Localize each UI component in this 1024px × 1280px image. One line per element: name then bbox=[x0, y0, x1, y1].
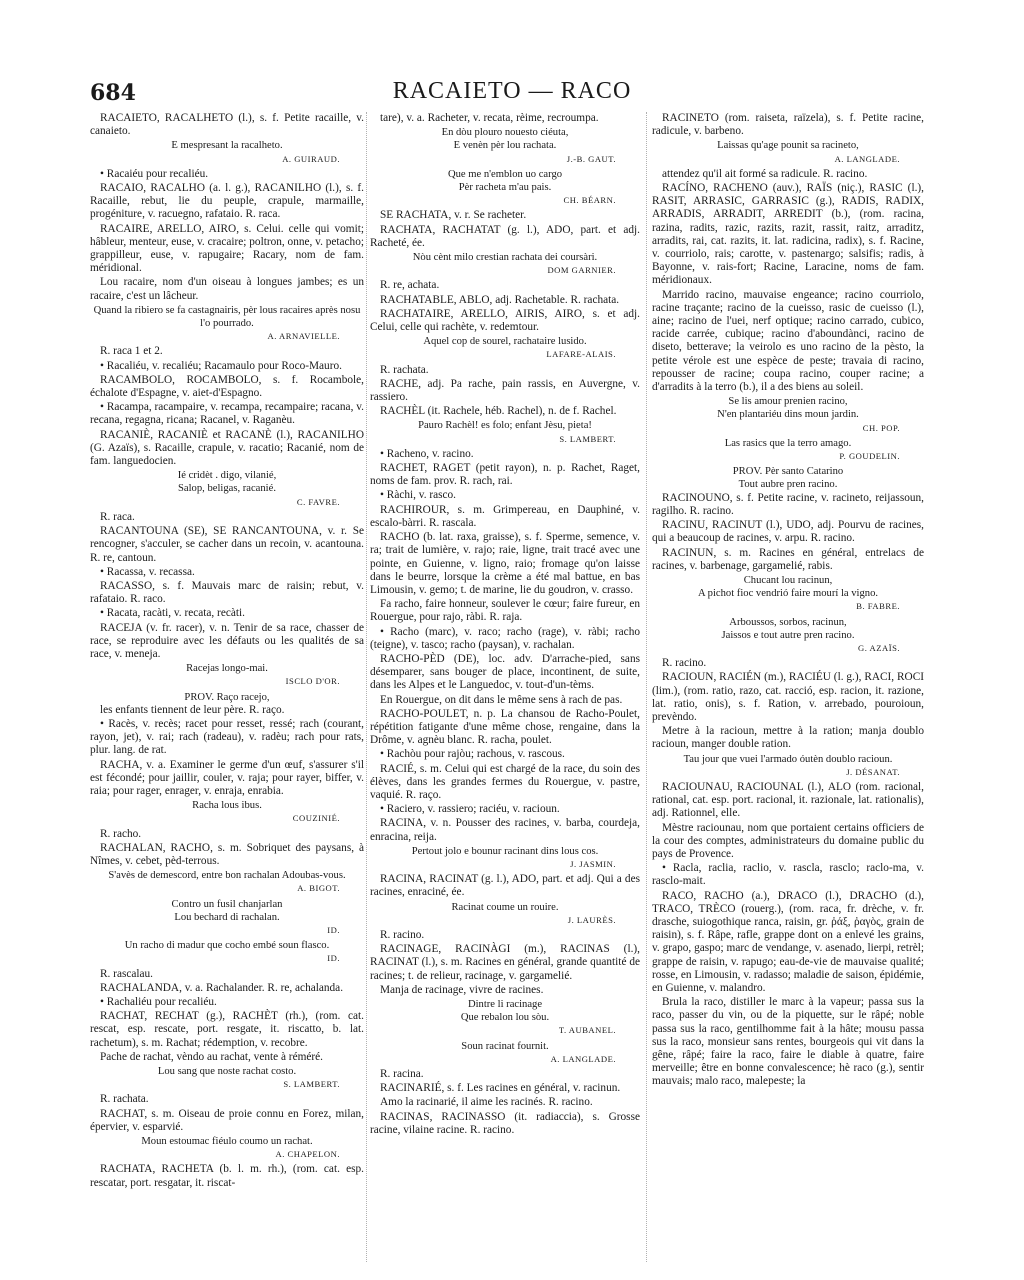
dictionary-entry: RACHÈL (it. Rachele, héb. Rachel), n. de f. Rachel. bbox=[380, 405, 617, 418]
dictionary-entry: R. rachata. bbox=[100, 1093, 149, 1106]
dictionary-entry: • Raciero, v. rassiero; raciéu, v. racioun. bbox=[380, 803, 560, 816]
dictionary-entry: RACIOUNAU, RACIOUNAL (l.), ALO (rom. racional, rational, cat. esp. port. racional, it. razionale, lat. rationalis), adj. Rationnel, elle. bbox=[652, 780, 924, 820]
dictionary-entry: Manja de racinage, vivre de racines. bbox=[380, 983, 544, 996]
dictionary-entry: RACHO-PÈD (DE), loc. adv. D'arrache-pied, sans désemparer, sans bouger de place, incontinent, de suite, dans les Alpes et le Languedoc, v. tout-d'un-tèms. bbox=[370, 652, 640, 692]
dictionary-entry: R. racina. bbox=[380, 1068, 424, 1081]
dictionary-entry: • Racaiéu pour recaliéu. bbox=[100, 167, 209, 180]
citation-line: Un racho di madur que cocho embé soun flasco. bbox=[124, 940, 330, 952]
citation-author: A. ARNAVIELLE. bbox=[267, 331, 340, 342]
citation-author: A. GUIRAUD. bbox=[282, 153, 340, 164]
citation-author: DOM GARNIER. bbox=[547, 265, 616, 276]
dictionary-entry: • Ràchi, v. rasco. bbox=[380, 489, 457, 502]
dictionary-entry: • Racassa, v. recassa. bbox=[100, 565, 195, 578]
dictionary-entry: RACINA, v. n. Pousser des racines, v. barba, courdeja, enracina, reija. bbox=[370, 817, 640, 843]
dictionary-entry: RACHALAN, RACHO, s. m. Sobriquet des paysans, à Nîmes, v. cebet, pèd-terrous. bbox=[90, 841, 364, 867]
dictionary-entry: RACHA, v. a. Examiner le germe d'un œuf, s'assurer s'il est fécondé; pour jaillir, couler, v. raja; pour rayer, biffer, v. raia; pour rager, enrager, v. enraja, enrabia. bbox=[90, 758, 364, 797]
dictionary-entry: RACINETO (rom. raiseta, raïzela), s. f. Petite racine, radicule, v. barbeno. bbox=[652, 112, 924, 138]
dictionary-entry: R. rascalau. bbox=[100, 967, 154, 980]
citation-line: Racinat coume un rouire. bbox=[451, 901, 559, 913]
dictionary-entry: RACINUN, s. m. Racines en général, entrelacs de racines, v. barbenage, gargamelié, rabis. bbox=[652, 546, 924, 572]
citation-line: Soun racinat fournit. bbox=[461, 1040, 549, 1052]
citation-line: Moun estoumac fiéulo coumo un rachat. bbox=[141, 1136, 313, 1148]
citation-line: Lou bechard di rachalan. bbox=[174, 911, 280, 923]
dictionary-entry: RACHO-POULET, n. p. La chansou de Racho-Poulet, répétition fatigante d'une même chose, rengaine, dans la Drôme, v. agnèu blanc. R. racha, poulet. bbox=[370, 707, 640, 747]
citation-line: Dintre li racinage bbox=[467, 999, 543, 1010]
citation-author: A. CHAPELON. bbox=[275, 1149, 340, 1160]
dictionary-entry: RACINAS, RACINASSO (it. radiaccia), s. Grosse racine, vilaine racine. R. racino. bbox=[370, 1110, 640, 1136]
dictionary-entry: Amo la racinarié, il aime les racinés. R. racino. bbox=[380, 1096, 593, 1109]
dictionary-entry: RACANTOUNA (SE), SE RANCANTOUNA, v. r. Se rencogner, s'acculer, se cacher dans un recoin, v. acantouna. R. re, cantoun. bbox=[90, 525, 364, 564]
dictionary-entry: • Rachòu pour rajòu; rachous, v. rascous. bbox=[380, 748, 565, 761]
citation-line: PROV. Raço racejo, bbox=[184, 691, 270, 703]
citation-line: Aquel cop de sourel, rachataire lusido. bbox=[423, 336, 587, 348]
dictionary-entry: Fa racho, faire honneur, soulever le cœur; faire fureur, en Rouergue, pour rajo, ràbi. R. raja. bbox=[370, 598, 640, 624]
citation-author: LAFARE-ALAIS. bbox=[546, 349, 616, 360]
citation-author: A. LANGLADE. bbox=[550, 1053, 616, 1064]
citation-line: Tau jour que vuei l'armado óutèn doublo racioun. bbox=[683, 753, 893, 765]
dictionary-entry: RACHALANDA, v. a. Rachalander. R. re, achalanda. bbox=[100, 981, 344, 994]
citation-line: Racha lous ibus. bbox=[192, 800, 262, 812]
dictionary-entry: RACHO (b. lat. raxa, graisse), s. f. Sperme, semence, v. ra; trait de lumière, v. rajo; raie, ligne, trait tracé avec une pointe, en Guienne, v. ligno, raio; fromage qu'on laisse dans le beurre, lorsque la crème a été mal battue, en bas Limousin, v. gemo; t. de marine, lie du goudron, v. crasso. bbox=[370, 531, 640, 596]
citation-author: CH. BÉARN. bbox=[563, 195, 616, 206]
dictionary-entry: • Racès, v. recès; racet pour resset, ressé; rach (courant, rayon, jet), v. rai; rach (radeau), v. radèu; rach pour rats, plur. lang. de rat. bbox=[90, 717, 364, 757]
citation-author: ISCLO D'OR. bbox=[285, 676, 340, 687]
citation-author: J.-B. GAUT. bbox=[566, 153, 616, 164]
dictionary-entry: Mèstre raciounau, nom que portaient certains officiers de la cour des comptes, administrateurs du domaine public du pays de Provence. bbox=[652, 821, 924, 860]
citation-line: Que me n'emblon uo cargo bbox=[447, 168, 563, 180]
dictionary-entry: R. racho. bbox=[100, 827, 142, 840]
dictionary-entry: R. re, achata. bbox=[380, 279, 440, 292]
dictionary-entry: RACHIROUR, s. m. Grimpereau, en Dauphiné, v. escalo-bàrri. R. rascala. bbox=[370, 503, 640, 529]
page-number: 684 bbox=[90, 80, 136, 106]
dictionary-entry: RACINAGE, RACINÀGI (m.), RACINAS (l.), RACINAT (l.), s. m. Racines en général, grande quantité de racines; t. de relieur, racinage, v. gargamelié. bbox=[370, 943, 640, 982]
citation-author: COUZINIÉ. bbox=[292, 813, 340, 824]
citation-author: ID. bbox=[327, 953, 340, 964]
dictionary-entry: RACHATABLE, ABLO, adj. Rachetable. R. rachata. bbox=[380, 293, 620, 306]
citation-author: J. JASMIN. bbox=[570, 858, 616, 869]
dictionary-entry: SE RACHATA, v. r. Se racheter. bbox=[380, 209, 527, 222]
dictionary-entry: RACHET, RAGET (petit rayon), n. p. Rachet, Raget, noms de fam. prov. R. rach, rai. bbox=[370, 462, 640, 488]
citation-line: Nòu cènt milo crestian rachata dei coursàri. bbox=[412, 252, 598, 264]
dictionary-entry: tare), v. a. Racheter, v. recata, rèime, recroumpa. bbox=[380, 112, 599, 124]
dictionary-entry: RACAIRE, ARELLO, AIRO, s. Celui. celle qui vomit; hâbleur, menteur, euse, v. cracaire; poltron, onne, v. petacho; grappilleur, euse, v. rapugaire; Racary, nom de fam. méridional. bbox=[90, 222, 364, 275]
dictionary-entry: RACÍNO, RACHENO (auv.), RAÏS (niç.), RASIC (l.), RASIT, ARRASIC, GARRASIC (g.), RADIS, RADIX, ARRADIS, ARRADIT, ARREDIT (b.), (rom. racina, razina, radits, razic, razits, razit, rassit, raitz, arraditz, arradits, rai, cat. razits, it. lat. radicina, radix), s. f. Racine, v. courriolo, rais; carotte, v. pastenargo; salsifis; radis, à Bayonne, v. rais-fort; Racine, Laracine, noms de fam. méridionaux. bbox=[652, 182, 924, 287]
citation-line: Las rasics que la terro amago. bbox=[724, 437, 852, 449]
dictionary-entry: RACINOUNO, s. f. Petite racine, v. racineto, reijassoun, ragilho. R. racino. bbox=[652, 491, 924, 517]
dictionary-entry: Pache de rachat, vèndo au rachat, vente à réméré. bbox=[100, 1050, 323, 1063]
dictionary-entry: RACO, RACHO (a.), DRACO (l.), DRACHO (d.), TRACO, TRÈCO (rouerg.), (rom. raca, fr. drèche, v. fr. drasche, suiogothique ranca, raisin, gr. ῥάξ, ῥαγὸς, grain de raisin), s. f. Râpe, rafle, grappe dont on a enlevé les grains, v. grapo, gaspo; marc de vendange, v. asenado, lierpi, retrèl; grappe de raisin, v. rapugo; eau-de-vie de mauvaise qualité; rosse, en Limousin, v. radasso; maladie de saison, épidémie, en Guienne, v. malandro. bbox=[652, 889, 924, 994]
citation-line: E mespresant la racalheto. bbox=[171, 140, 283, 152]
dictionary-entry: RACINARIÉ, s. f. Les racines en général, v. racinun. bbox=[380, 1082, 621, 1095]
dictionary-entry: RACHE, adj. Pa rache, pain rassis, en Auvergne, v. rassiero. bbox=[370, 377, 640, 404]
dictionary-entry: RACHATA, RACHETA (b. l. m. rh.), (rom. cat. esp. rescatar, port. resgatar, it. riscat- bbox=[90, 1163, 364, 1189]
citation-line: Pèr racheta m'au pais. bbox=[458, 182, 552, 194]
dictionary-entry: • Racaliéu, v. recaliéu; Racamaulo pour Roco-Mauro. bbox=[100, 359, 342, 372]
citation-line: Quand la ribiero se fa castagnairis, pèr lous racaires après nosu l'o pourrado. bbox=[93, 304, 361, 330]
citation-author: A. LANGLADE. bbox=[834, 153, 900, 164]
dictionary-entry: Marrido racino, mauvaise engeance; racino courriolo, racine traçante; racino de la cueisso, rasic de cueisso (l.), aine; racino de l'uei, nerf optique; racino carrado, cubico, racide carrée, cubique; racino d'aboundànci, racino de diseto, betterave; la veirolo es uno racino de la pèsto, la petite vérole est une espèce de peste; travaia di racino, repousser de racine; coupa racino, couper racine; a d'arradits à la terro (b.), il a des biens au soleil. bbox=[652, 288, 924, 394]
dictionary-entry: RACEJA (v. fr. racer), v. n. Tenir de sa race, chasser de race, se reproduire avec les défauts ou les qualités de sa race, v. meneja. bbox=[90, 621, 364, 660]
citation-line: Ié cridèt . digo, vilanié, bbox=[177, 470, 277, 482]
citation-author: S. LAMBERT. bbox=[283, 1079, 340, 1090]
citation-author: C. FAVRE. bbox=[296, 496, 340, 507]
citation-author: ID. bbox=[327, 924, 340, 935]
dictionary-entry: RACASSO, s. f. Mauvais marc de raisin; rebut, v. rafataio. R. raco. bbox=[90, 579, 364, 606]
dictionary-entry: Metre à la racioun, mettre à la ration; manja doublo racioun, manger double ration. bbox=[652, 725, 924, 751]
citation-line: Jaissos e tout autre pren racino. bbox=[721, 629, 855, 641]
dictionary-entry: RACHATAIRE, ARELLO, AIRIS, AIRO, s. et adj. Celui, celle qui rachète, v. redemtour. bbox=[370, 307, 640, 334]
dictionary-entry: RACHAT, RECHAT (g.), RACHÈT (rh.), (rom. cat. rescat, esp. rescate, port. resgate, it. riscatto, b. lat. rachetum), s. m. Rachat; rédemption, v. recobre. bbox=[90, 1010, 364, 1049]
citation-line: Lou sang que noste rachat costo. bbox=[157, 1066, 297, 1078]
dictionary-entry: RACIÉ, s. m. Celui qui est chargé de la race, du soin des élèves, dans les grandes fermes du Rouergue, v. pastre, vaquié. R. raço. bbox=[370, 762, 640, 801]
citation-line: En dòu plouro nouesto ciéuta, bbox=[441, 127, 569, 139]
running-head: RACAIETO — RACO bbox=[392, 78, 632, 104]
column-divider bbox=[366, 112, 367, 1262]
dictionary-entry: Brula la raco, distiller le marc à la vapeur; passa sus la raco, passer du vin, ou de la piquette, sur le râpé; noble passa sus la raco, gentilhomme fait à la hâte; mousu passa sus la raco, monsieur sans rentes, bourgeois qui vit dans la gêne, râpé; faire la raco, faire le diable à quatre, faire merveille; être en bonne convalescence; hè raco (g.), sentir mauvais; malo raco, malepeste; la bbox=[652, 996, 924, 1088]
dictionary-entry: RACAIO, RACALHO (a. l. g.), RACANILHO (l.), s. f. Racaille, rebut, lie du peuple, crapule, marmaille, progéniture, v. racuegno, rafataio. R. raca. bbox=[90, 182, 364, 221]
dictionary-entry: R. racino. bbox=[662, 657, 707, 670]
citation-author: J. DÉSANAT. bbox=[846, 766, 900, 777]
citation-line: Tout aubre pren racino. bbox=[738, 479, 838, 491]
column-divider bbox=[646, 112, 647, 1262]
citation-author: B. FABRE. bbox=[856, 601, 900, 612]
dictionary-entry: • Racho (marc), v. raco; racho (rage), v. ràbi; racho (teigne), v. tasco; racho (paysan), v. rachalan. bbox=[370, 625, 640, 651]
dictionary-entry: En Rouergue, on dit dans le même sens à rach de pas. bbox=[380, 693, 623, 706]
citation-line: A pichot fioc vendrió faire mourí la vigno. bbox=[697, 588, 879, 600]
citation-line: Salop, beligas, racanié. bbox=[178, 483, 276, 495]
citation-line: PROV. Pèr santo Catarino bbox=[732, 466, 844, 478]
dictionary-entry: RACINU, RACINUT (l.), UDO, adj. Pourvu de racines, qui a beaucoup de racines, v. arpu. R. racino. bbox=[652, 519, 924, 545]
citation-line: S'avès de demescord, entre bon rachalan Adoubas-vous. bbox=[108, 870, 346, 882]
citation-author: S. LAMBERT. bbox=[559, 433, 616, 444]
citation-author: J. LAURÈS. bbox=[567, 914, 616, 925]
citation-author: A. BIGOT. bbox=[297, 883, 340, 894]
citation-author: G. AZAÏS. bbox=[858, 642, 900, 653]
dictionary-entry: R. raca 1 et 2. bbox=[100, 345, 163, 358]
right-column bbox=[652, 112, 924, 1262]
citation-author: P. GOUDELIN. bbox=[839, 451, 900, 462]
dictionary-entry: RACIOUN, RACIÉN (m.), RACIÉU (l. g.), RACI, ROCI (lim.), (rom. ratio, razo, cat. racció, esp. racion, it. razione, lat. ratio, onis), s. f. Ration, v. arrebado, pouroioun, prevèndo. bbox=[652, 671, 924, 723]
dictionary-entry: RACINA, RACINAT (g. l.), ADO, part. et adj. Qui a des racines, enraciné, ée. bbox=[370, 873, 640, 899]
dictionary-entry: R. racino. bbox=[380, 928, 425, 941]
dictionary-entry: R. rachata. bbox=[380, 363, 429, 376]
left-column bbox=[90, 112, 364, 1262]
citation-line: Pauro Rachèl! es folo; enfant Jèsu, pieta! bbox=[418, 420, 592, 432]
dictionary-entry: R. raca. bbox=[100, 510, 135, 523]
citation-line: E venèn pèr lou rachata. bbox=[453, 140, 557, 152]
citation-line: Se lis amour prenien racino, bbox=[728, 396, 848, 408]
middle-column bbox=[370, 112, 640, 1262]
dictionary-entry: RACAMBOLO, ROCAMBOLO, s. f. Rocambole, échalote d'Espagne, v. aiet-d'Espagno. bbox=[90, 373, 364, 400]
dictionary-entry: Lou racaire, nom d'un oiseau à longues jambes; es un racaire, c'est un lâcheur. bbox=[90, 276, 364, 302]
citation-line: Que rebalon lou sòu. bbox=[460, 1012, 550, 1024]
citation-author: CH. POP. bbox=[862, 422, 900, 433]
dictionary-entry: RACHAT, s. m. Oiseau de proie connu en Forez, milan, épervier, v. esparvié. bbox=[90, 1107, 364, 1133]
dictionary-entry: les enfants tiennent de leur père. R. raço. bbox=[100, 703, 285, 716]
citation-line: Pertout jolo e bounur racinant dins lous cos. bbox=[411, 845, 599, 857]
citation-line: Contro un fusil chanjarlan bbox=[171, 898, 283, 910]
citation-line: Arboussos, sorbos, racinun, bbox=[729, 616, 847, 628]
dictionary-entry: RACANIÈ, RACANIÈ et RACANÈ (l.), RACANILHO (G. Azaïs), s. Racaille, crapule, v. racatio; Racanié, nom de fam. languedocien. bbox=[90, 428, 364, 468]
dictionary-entry: • Racampa, racampaire, v. recampa, recampaire; racana, v. recana, regagna, ricana; Racanel, v. Raganèu. bbox=[90, 401, 364, 427]
dictionary-entry: RACAIETO, RACALHETO (l.), s. f. Petite racaille, v. canaieto. bbox=[90, 112, 364, 138]
citation-line: Racejas longo-mai. bbox=[186, 663, 268, 675]
dictionary-entry: attendez qu'il ait formé sa radicule. R. racino. bbox=[662, 167, 868, 180]
citation-author: T. AUBANEL. bbox=[558, 1025, 616, 1036]
citation-line: N'en plantariéu dins moun jardin. bbox=[717, 409, 859, 421]
dictionary-entry: • Rachaliéu pour recaliéu. bbox=[100, 996, 217, 1008]
citation-line: Chucant lou racinun, bbox=[743, 574, 833, 586]
dictionary-entry: RACHATA, RACHATAT (g. l.), ADO, part. et adj. Racheté, ée. bbox=[370, 223, 640, 249]
citation-line: Laissas qu'age pounit sa racineto, bbox=[717, 140, 859, 152]
dictionary-entry: • Racla, raclia, raclio, v. rascla, rasclo; raclo-ma, v. rasclo-mait. bbox=[652, 862, 924, 888]
dictionary-entry: • Racata, racàti, v. recata, recàti. bbox=[100, 607, 245, 620]
dictionary-entry: • Racheno, v. racino. bbox=[380, 447, 474, 460]
